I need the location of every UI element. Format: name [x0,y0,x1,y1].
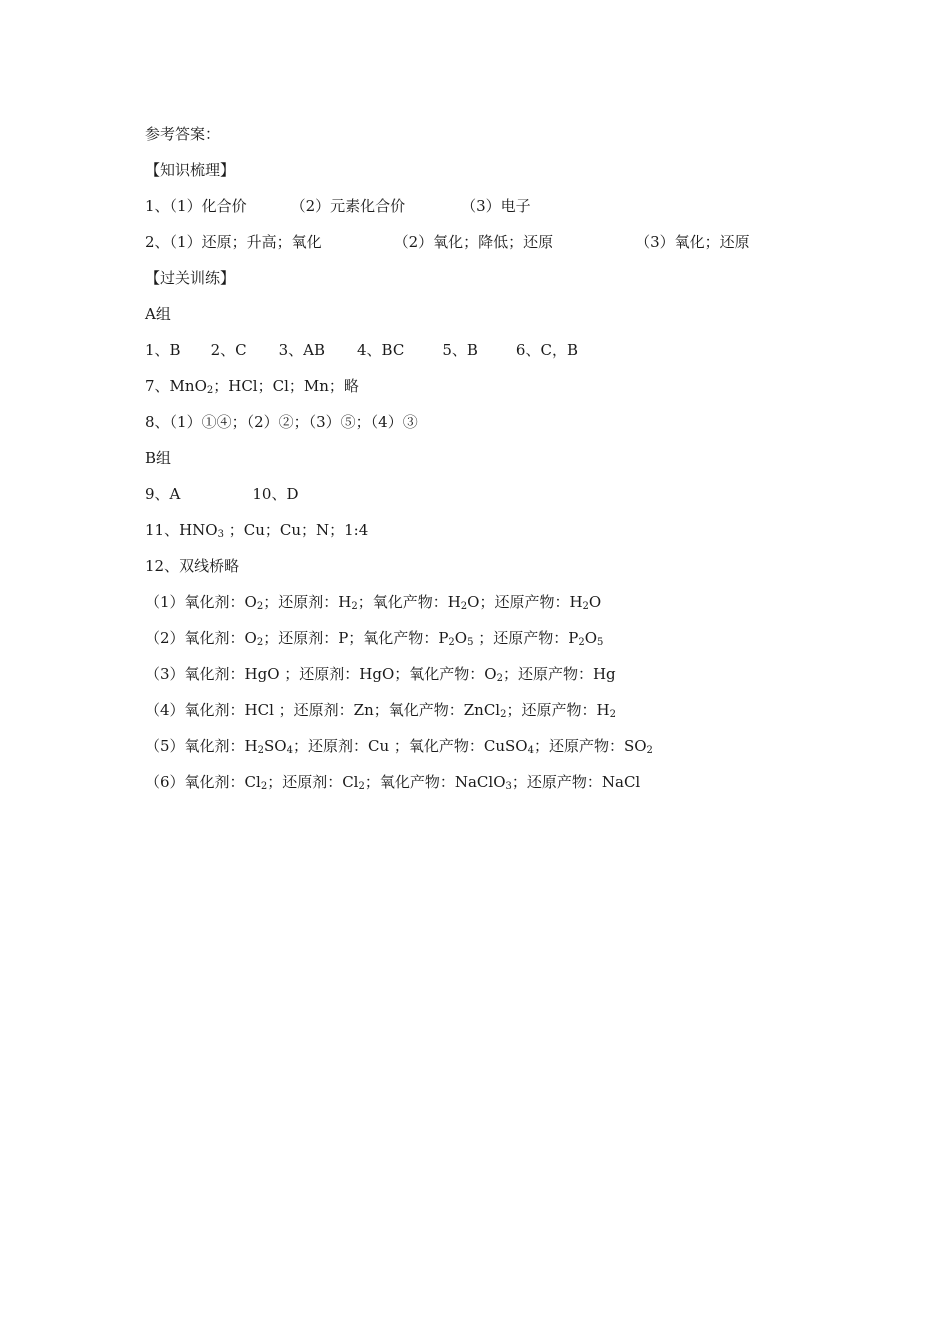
answer-8: 8、（1）①④；（2）②；（3）⑤；（4）③ [145,413,418,431]
answer-12-part-3 [145,664,616,684]
subscript: 2 [256,601,264,612]
k1-part-3: （3）电子 [461,197,531,215]
k1-part-1: （1）化合价 [169,197,247,215]
answer-1: 1、B [145,341,181,359]
subscript: 2 [358,781,365,792]
answer-4: 4、BC [357,341,405,359]
k2-part-1: （1）还原；升高；氧化 [169,233,322,251]
text-segment: （2）氧化剂：O [145,629,257,647]
section-knowledge-review: 【知识梳理】 [145,161,236,179]
k2-part-2: （2）氧化；降低；还原 [393,233,554,251]
text-segment: ；还原产物：Hg [502,665,616,683]
subscript: 2 [256,637,264,648]
text-segment: O [584,629,598,647]
text-segment: ；还原剂：Cu ；氧化产物：CuSO [292,737,528,755]
k1-part-2: （2）元素化合价 [290,197,406,215]
answer-6: 6、C，B [515,341,578,359]
subscript: 5 [467,637,474,648]
subscript: 2 [646,745,653,756]
text-segment: ；氧化产物：H [357,593,461,611]
answer-12: 12、双线桥略 [145,557,240,575]
text-segment: （6）氧化剂：Cl [145,773,261,791]
text-segment: SO [264,737,287,755]
subscript: 2 [578,637,585,648]
knowledge-answer-1 [145,196,531,216]
subscript: 4 [527,745,534,756]
subscript: 2 [609,709,616,720]
subscript: 2 [582,601,589,612]
subscript: 3 [217,529,224,540]
text-segment: ；还原产物：SO [533,737,647,755]
group-a-answers [145,340,578,360]
subscript: 5 [597,637,604,648]
text-segment: （3）氧化剂：HgO ；还原剂：HgO；氧化产物：O [145,665,497,683]
answer-5: 5、B [442,341,478,359]
text-segment: 11、HNO [145,521,218,539]
answer-12-part-2 [145,628,603,648]
answer-heading: 参考答案： [145,125,221,143]
subscript: 3 [505,781,512,792]
group-b-label: B组 [145,449,172,467]
text-segment: O；还原产物：H [467,593,583,611]
group-a-label: A组 [145,305,171,323]
subscript: 2 [500,709,507,720]
answer-2: 2、C [210,341,247,359]
subscript: 4 [286,745,293,756]
subscript: 2 [351,601,358,612]
subscript: 2 [206,385,214,396]
text-segment: （5）氧化剂：H [145,737,258,755]
section-training: 【过关训练】 [145,269,236,287]
text-segment: ；Cu；Cu；N；1:4 [223,521,369,539]
text-segment: ；HCl；Cl；Mn；略 [213,377,359,395]
subscript: 2 [257,745,265,756]
text-segment: O [454,629,468,647]
text-segment: ；还原剂：H [263,593,352,611]
text-segment: ；还原剂：P；氧化产物：P [263,629,449,647]
answer-11 [145,520,368,540]
text-segment: （4）氧化剂：HCl ；还原剂：Zn；氧化产物：ZnCl [145,701,501,719]
subscript: 2 [260,781,268,792]
k2-part-3: （3）氧化；还原 [635,233,750,251]
answer-12-part-4 [145,700,616,720]
text-segment: ；还原产物：NaCl [511,773,641,791]
text-segment: 7、MnO [145,377,207,395]
knowledge-answer-2 [145,232,750,252]
answer-12-part-6 [145,772,640,792]
answer-7 [145,376,359,396]
text-segment: ；还原剂：Cl [267,773,359,791]
answer-10: 10、D [252,485,299,503]
subscript: 2 [460,601,468,612]
subscript: 2 [448,637,455,648]
item-number: 2、 [145,233,170,251]
answer-3: 3、AB [278,341,326,359]
text-segment: O [588,593,602,611]
answer-12-part-5 [145,736,653,756]
subscript: 2 [496,673,503,684]
answer-12-part-1 [145,592,601,612]
answer-9: 9、A [145,485,181,503]
text-segment: （1）氧化剂：O [145,593,257,611]
text-segment: ；氧化产物：NaClO [364,773,506,791]
item-number: 1、 [145,197,170,215]
group-b-answers [145,484,299,504]
text-segment: ；还原产物：P [473,629,579,647]
text-segment: ；还原产物：H [506,701,610,719]
